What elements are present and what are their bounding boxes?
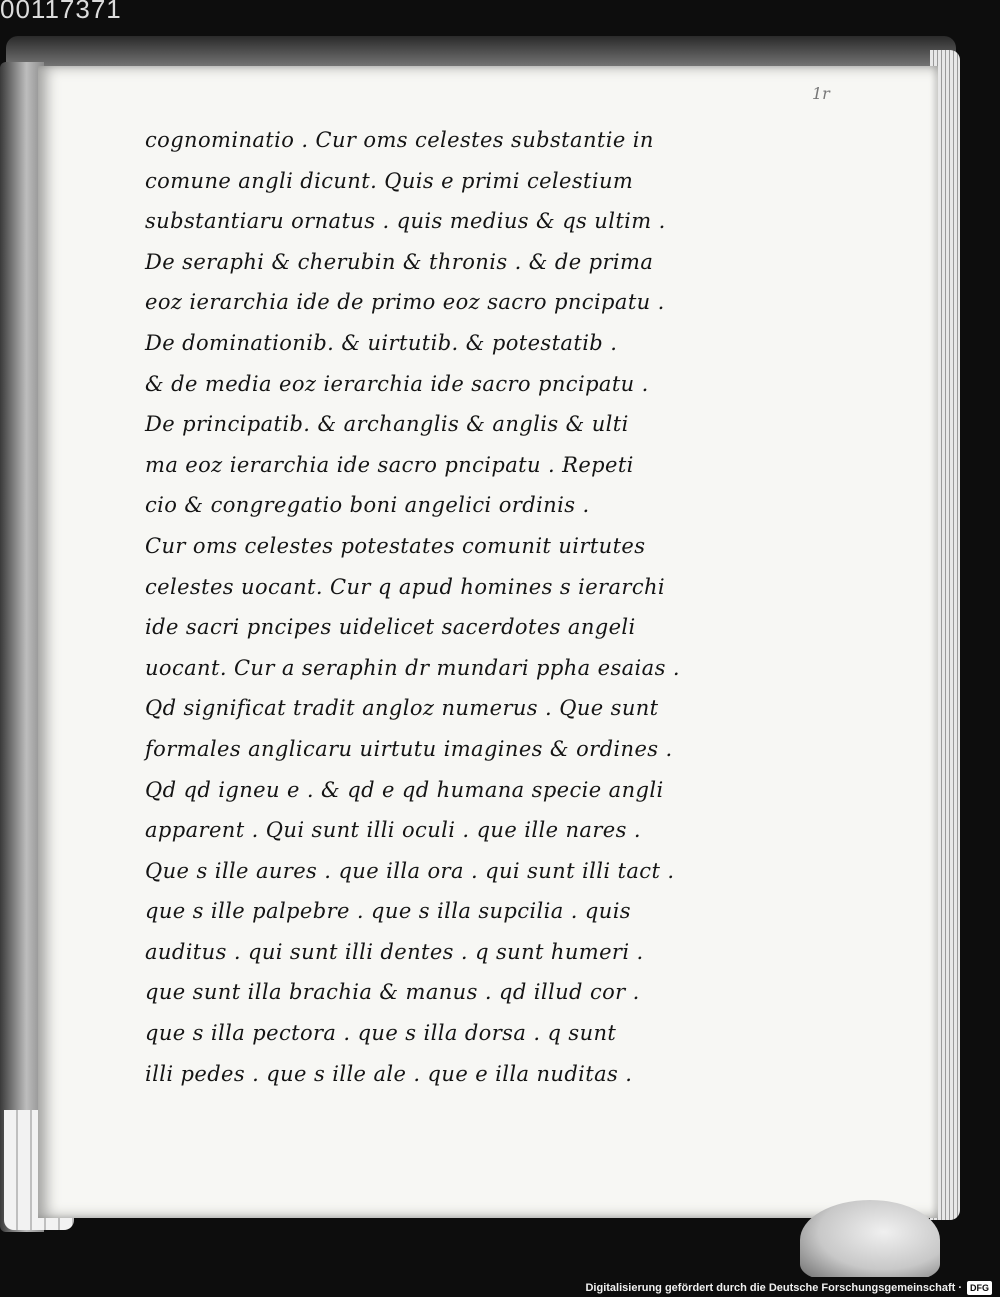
manuscript-line: ma eoz ierarchia ide sacro pncipatu . Repeti: [145, 452, 634, 477]
folio-number: 1r: [812, 84, 830, 103]
manuscript-line: Que s ille aures . que illa ora . qui sunt illi tact .: [145, 858, 675, 883]
manuscript-line: De dominationib. & uirtutib. & potestatib .: [145, 330, 618, 355]
manuscript-text-block: [145, 120, 785, 1094]
manuscript-line: celestes uocant. Cur q apud homines s ierarchi: [145, 574, 666, 599]
manuscript-line: De principatib. & archanglis & anglis & ulti: [145, 412, 629, 437]
footer-credit-text: Digitalisierung gefördert durch die Deutsche Forschungsgemeinschaft ·: [585, 1282, 962, 1294]
holding-thumb: [800, 1200, 940, 1280]
manuscript-line: Qd qd igneu e . & qd e qd humana specie angli: [145, 777, 664, 802]
shelfmark: 00117371: [0, 0, 122, 24]
manuscript-line: cognominatio . Cur oms celestes substantie in: [145, 128, 654, 152]
manuscript-line: ide sacri pncipes uidelicet sacerdotes angeli: [145, 615, 636, 640]
manuscript-line: substantiaru ornatus . quis medius & qs ultim .: [145, 209, 666, 234]
manuscript-line: que s illa pectora . que s illa dorsa . q sunt: [145, 1021, 617, 1046]
manuscript-line: que s ille palpebre . que s illa supcilia . quis: [145, 899, 631, 924]
manuscript-line: Qd significat tradit angloz numerus . Que sunt: [145, 696, 659, 721]
manuscript-line: formales anglicaru uirtutu imagines & ordines .: [145, 736, 673, 761]
manuscript-line: uocant. Cur a seraphin dr mundari ppha esaias .: [145, 655, 680, 680]
manuscript-line: & de media eoz ierarchia ide sacro pncipatu .: [145, 371, 649, 396]
manuscript-line: cio & congregatio boni angelici ordinis .: [145, 493, 590, 518]
manuscript-line: que sunt illa brachia & manus . qd illud cor .: [145, 980, 640, 1005]
manuscript-line: Cur oms celestes potestates comunit uirtutes: [145, 533, 646, 558]
manuscript-line: apparent . Qui sunt illi oculi . que ille nares .: [145, 818, 641, 843]
manuscript-line: eoz ierarchia ide de primo eoz sacro pncipatu .: [145, 290, 665, 315]
manuscript-line: illi pedes . que s ille ale . que e illa nuditas .: [145, 1061, 633, 1086]
manuscript-line: De seraphi & cherubin & thronis . & de prima: [145, 249, 654, 274]
top-binding-edge: [6, 36, 956, 70]
manuscript-line: comune angli dicunt. Quis e primi celestium: [145, 168, 634, 193]
footer-credit: [585, 1280, 992, 1296]
manuscript-line: auditus . qui sunt illi dentes . q sunt humeri .: [145, 939, 644, 964]
dfg-logo: DFG: [967, 1281, 992, 1295]
